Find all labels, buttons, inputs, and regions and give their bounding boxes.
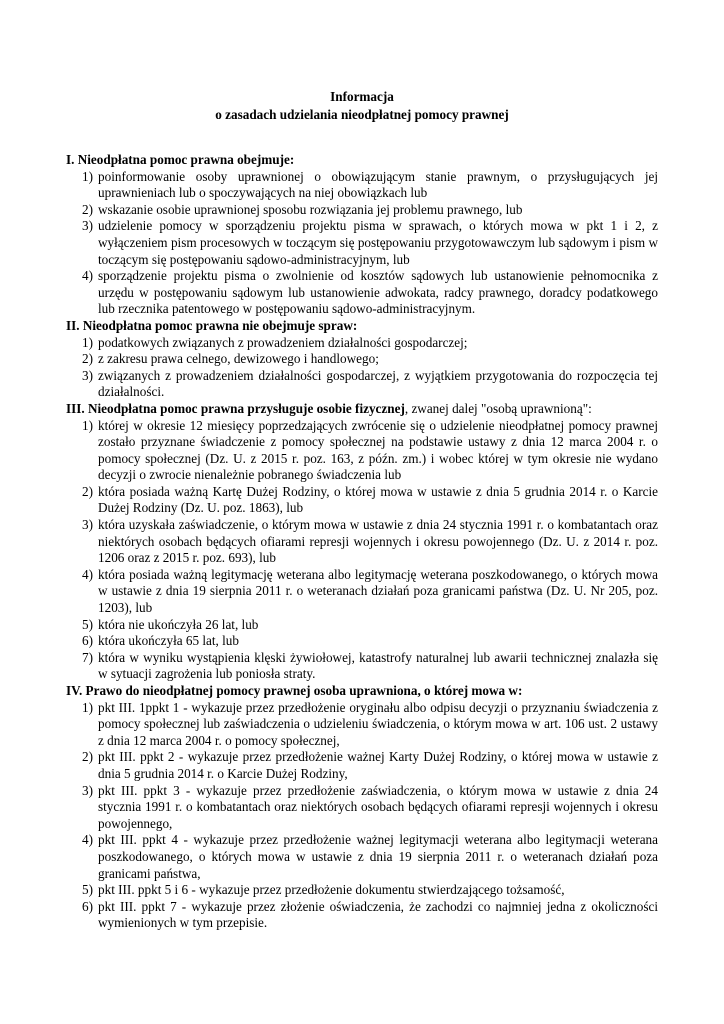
list-item — [66, 783, 658, 833]
item-number: 6) — [82, 898, 93, 914]
item-text: która nie ukończyła 26 lat, lub — [98, 616, 259, 632]
list-item — [66, 633, 658, 650]
section-heading-tail: , zwanej dalej "osobą uprawnioną": — [404, 400, 592, 416]
item-text: sporządzenie projektu pisma o zwolnienie od kosztów sądowych lub ustanowienie pełnomocnika z urzędu w postępowaniu sądowym lub ustanowienie adwokata, radcy prawnego, doradcy podatkowego lub rzecznika patentowego w postępowaniu sądowo-administracyjnym. — [98, 268, 658, 317]
section-i — [66, 152, 658, 318]
item-text: pkt III. ppkt 7 - wykazuje przez złożenie oświadczenia, że zachodzi co najmniej jedna z okoliczności wymienionych w tym przepisie. — [98, 898, 658, 931]
list-item — [66, 169, 658, 202]
item-text: pkt III. ppkt 2 - wykazuje przez przedłożenie ważnej Karty Dużej Rodziny, o której mowa w ustawie z dnia 5 grudnia 2014 r. o Karcie Dużej Rodziny, — [98, 749, 658, 781]
section-heading: IV. Prawo do nieodpłatnej pomocy prawnej osoba uprawniona, o której mowa w: — [66, 683, 523, 698]
item-number: 1) — [82, 168, 93, 184]
list-item — [66, 882, 658, 899]
section-list — [66, 418, 658, 684]
item-number: 2) — [82, 201, 93, 217]
item-text: podatkowych związanych z prowadzeniem działalności gospodarczej; — [98, 334, 468, 350]
list-item — [66, 351, 658, 368]
item-number: 2) — [82, 749, 93, 765]
list-item — [66, 418, 658, 484]
item-number: 4) — [82, 566, 93, 582]
item-text: związanych z prowadzeniem działalności gospodarczej, z wyjątkiem przygotowania do rozpoczęcia tej działalności. — [98, 367, 658, 400]
item-text: której w okresie 12 miesięcy poprzedzających zwrócenie się o udzielenie nieodpłatnej pomocy prawnej zostało przyznane świadczenie z pomocy społecznej na podstawie ustawy z dnia 12 marca 2004 r. o pomocy społecznej (Dz. U. z 2015 r. poz. 163, z późn. zm.) i wobec której w tym okresie nie wydano decyzji o zwrocie nienależnie pobranego świadczenia lub — [98, 417, 658, 483]
item-text: która posiada ważną Kartę Dużej Rodziny, o której mowa w ustawie z dnia 5 grudnia 2014 r. o Karcie Dużej Rodziny (Dz. U. poz. 1863), lub — [98, 483, 658, 516]
list-item — [66, 899, 658, 932]
item-text: poinformowanie osoby uprawnionej o obowiązującym stanie prawnym, o przysługujących jej uprawnieniach lub o spoczywających na niej obowiązkach lub — [98, 168, 658, 201]
section-heading: I. Nieodpłatna pomoc prawna obejmuje: — [66, 152, 295, 167]
item-number: 5) — [82, 616, 93, 632]
item-text: z zakresu prawa celnego, dewizowego i handlowego; — [98, 351, 379, 367]
item-text: wskazanie osobie uprawnionej sposobu rozwiązania jej problemu prawnego, lub — [98, 201, 523, 217]
item-text: pkt III. ppkt 4 - wykazuje przez przedłożenie ważnej legitymacji weterana albo legitymacji weterana poszkodowanego, o których mowa w ustawie z dnia 19 sierpnia 2011 r. o weteranach działań poza granicami państwa, — [98, 832, 658, 881]
section-list — [66, 169, 658, 318]
item-number: 3) — [82, 782, 93, 798]
list-item — [66, 567, 658, 617]
item-text: pkt III. 1ppkt 1 - wykazuje przez przedłożenie oryginału albo odpisu decyzji o przyznaniu świadczenia z pomocy społecznej lub zaświadczenia o udzieleniu świadczenia, o którym mowa w art. 106 ust. 2 ustawy z dnia 12 marca 2004 r. o pomocy społecznej, — [98, 699, 658, 748]
item-text: która posiada ważną legitymację weterana albo legitymację weterana poszkodowanego, o których mowa w ustawie z dnia 19 sierpnia 2011 r. o weteranach działań poza granicami państwa (Dz. U. Nr 205, poz. 1203), lub — [98, 566, 658, 616]
list-item — [66, 832, 658, 882]
item-number: 3) — [82, 517, 93, 533]
list-item — [66, 368, 658, 401]
item-number: 1) — [82, 699, 93, 715]
section-iii — [66, 401, 658, 683]
item-text: pkt III. ppkt 5 i 6 - wykazuje przez przedłożenie dokumentu stwierdzającego tożsamość, — [98, 882, 565, 898]
document-body — [66, 152, 658, 932]
item-number: 6) — [82, 633, 93, 649]
list-item — [66, 700, 658, 750]
item-number: 5) — [82, 882, 93, 898]
item-number: 3) — [82, 367, 93, 383]
item-number: 4) — [82, 832, 93, 848]
section-heading: II. Nieodpłatna pomoc prawna nie obejmuje spraw: — [66, 317, 358, 333]
item-number: 3) — [82, 218, 93, 234]
section-iv — [66, 683, 658, 932]
item-number: 4) — [82, 268, 93, 284]
section-ii — [66, 318, 658, 401]
list-item — [66, 335, 658, 352]
item-number: 7) — [82, 649, 93, 665]
item-number: 1) — [82, 334, 93, 350]
list-item — [66, 268, 658, 318]
item-text: która w wyniku wystąpienia klęski żywiołowej, katastrofy naturalnej lub awarii technicznej znalazła się w sytuacji zagrożenia lub poniosła straty. — [98, 649, 658, 682]
list-item — [66, 617, 658, 634]
section-list — [66, 335, 658, 401]
document-title — [0, 88, 724, 124]
list-item — [66, 517, 658, 567]
section-heading-bold: III. Nieodpłatna pomoc prawna przysługuje osobie fizycznej — [66, 400, 405, 416]
item-number: 2) — [82, 351, 93, 367]
item-text: która ukończyła 65 lat, lub — [98, 633, 239, 649]
item-text: która uzyskała zaświadczenie, o którym mowa w ustawie z dnia 24 stycznia 1991 r. o kombatantach oraz niektórych osobach będących ofiarami represji wojennych i okresu powojennego (Dz. U. z 2014 r. poz. 1206 oraz z 2015 r. poz. 693), lub — [98, 517, 658, 566]
list-item — [66, 484, 658, 517]
section-list — [66, 700, 658, 932]
title-line-1: Informacja — [330, 89, 394, 104]
list-item — [66, 650, 658, 683]
item-number: 1) — [82, 417, 93, 433]
item-text: udzielenie pomocy w sporządzeniu projektu pisma w sprawach, o których mowa w pkt 1 i 2, z wyłączeniem pism procesowych w toczącym się postępowaniu przygotowawczym lub sądowym i pism w toczącym się postępowaniu sądowo-administracyjnym, lub — [98, 218, 658, 267]
item-text: pkt III. ppkt 3 - wykazuje przez przedłożenie zaświadczenia, o którym mowa w ustawie z dnia 24 stycznia 1991 r. o kombatantach oraz niektórych osobach będących ofiarami represji wojennych i okresu powojennego, — [98, 782, 658, 831]
item-number: 2) — [82, 483, 93, 499]
title-line-2: o zasadach udzielania nieodpłatnej pomocy prawnej — [215, 107, 509, 122]
list-item — [66, 202, 658, 219]
list-item — [66, 218, 658, 268]
list-item — [66, 749, 658, 782]
section-heading — [66, 401, 658, 418]
